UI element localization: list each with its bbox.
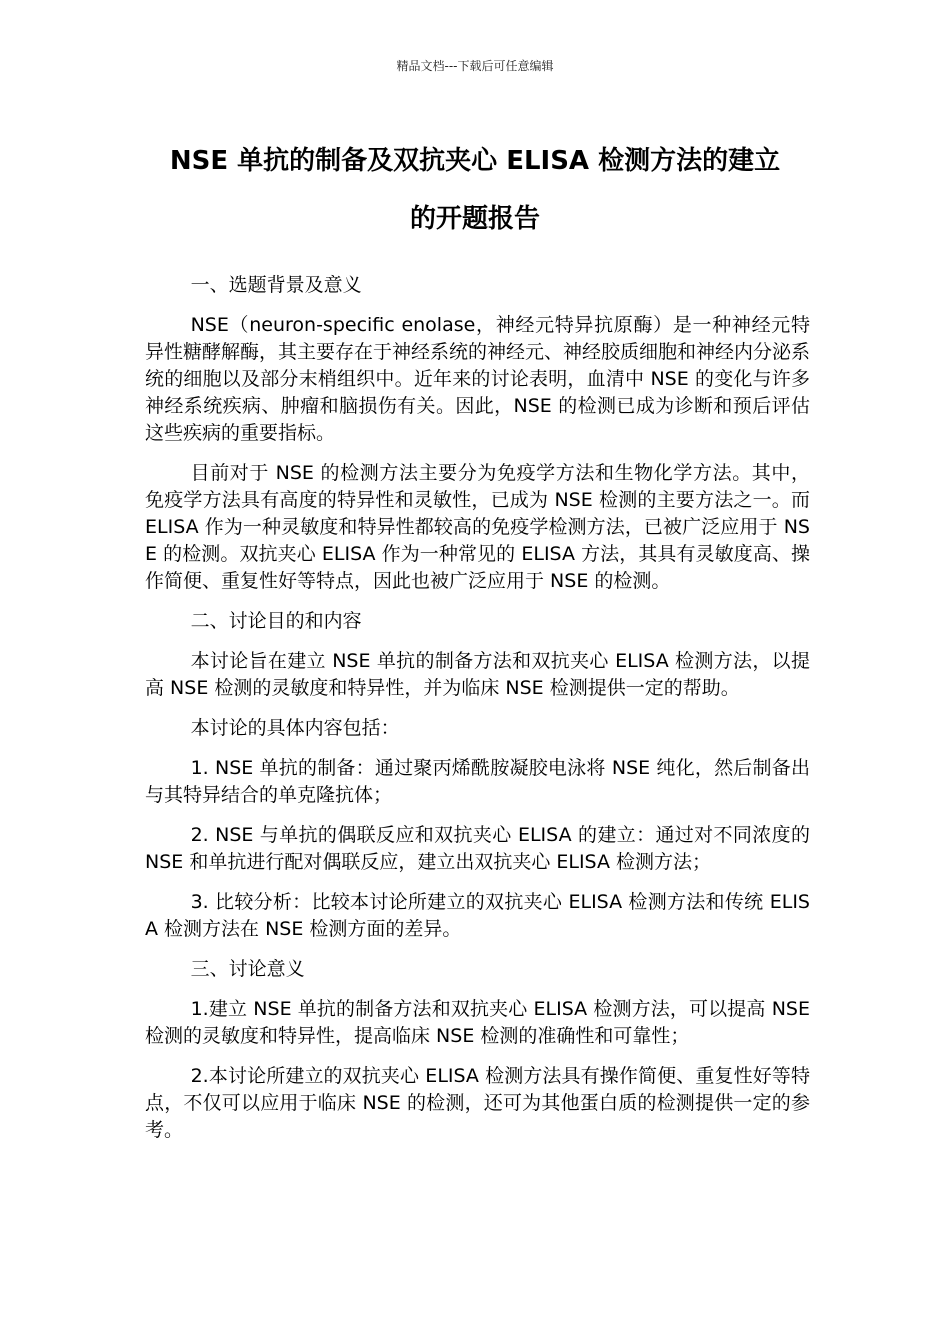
list-item-content-3: 3. 比较分析：比较本讨论所建立的双抗夹心 ELISA 检测方法和传统 ELISA 检测方法在 NSE 检测方面的差异。 — [145, 891, 810, 940]
page-header: 精品文档---下载后可任意编辑 — [396, 59, 554, 73]
paragraph-purpose: 本讨论旨在建立 NSE 单抗的制备方法和双抗夹心 ELISA 检测方法，以提高 NSE 检测的灵敏度和特异性，并为临床 NSE 检测提供一定的帮助。 — [145, 650, 810, 699]
list-item-content-1: 1. NSE 单抗的制备：通过聚丙烯酰胺凝胶电泳将 NSE 纯化，然后制备出与其特异结合的单克隆抗体； — [145, 757, 810, 806]
document-body — [145, 272, 810, 1157]
document-title — [60, 132, 890, 248]
paragraph-content-intro: 本讨论的具体内容包括： — [190, 717, 400, 739]
list-item-significance-1: 1.建立 NSE 单抗的制备方法和双抗夹心 ELISA 检测方法，可以提高 NSE 检测的灵敏度和特异性，提高临床 NSE 检测的准确性和可靠性； — [145, 998, 810, 1047]
section-heading-purpose: 二、讨论目的和内容 — [190, 610, 362, 632]
title-line-1: NSE 单抗的制备及双抗夹心 ELISA 检测方法的建立 — [169, 146, 781, 176]
list-item-content-2: 2. NSE 与单抗的偶联反应和双抗夹心 ELISA 的建立：通过对不同浓度的 NSE 和单抗进行配对偶联反应，建立出双抗夹心 ELISA 检测方法； — [145, 824, 810, 873]
paragraph-nse-intro: NSE（neuron-specific enolase，神经元特异抗原酶）是一种神经元特异性糖酵解酶，其主要存在于神经系统的神经元、神经胶质细胞和神经内分泌系统的细胞以及部分末梢组织中。近年来的讨论表明，血清中 NSE 的变化与许多神经系统疾病、肿瘤和脑损伤有关。因此，NSE 的检测已成为诊断和预后评估这些疾病的重要指标。 — [145, 314, 811, 444]
paragraph-detection-methods: 目前对于 NSE 的检测方法主要分为免疫学方法和生物化学方法。其中，免疫学方法具有高度的特异性和灵敏性，已成为 NSE 检测的主要方法之一。而 ELISA 作为一种灵敏度和特异性都较高的免疫学检测方法，已被广泛应用于 NSE 的检测。双抗夹心 ELISA 作为一种常见的 ELISA 方法，其具有灵敏度高、操作简便、重复性好等特点，因此也被广泛应用于 NSE 的检测。 — [145, 462, 811, 592]
section-heading-significance: 三、讨论意义 — [190, 958, 305, 980]
list-item-significance-2: 2.本讨论所建立的双抗夹心 ELISA 检测方法具有操作简便、重复性好等特点，不仅可以应用于临床 NSE 的检测，还可为其他蛋白质的检测提供一定的参考。 — [145, 1065, 810, 1141]
section-heading-background: 一、选题背景及意义 — [190, 274, 362, 296]
title-line-2: 的开题报告 — [409, 204, 540, 234]
